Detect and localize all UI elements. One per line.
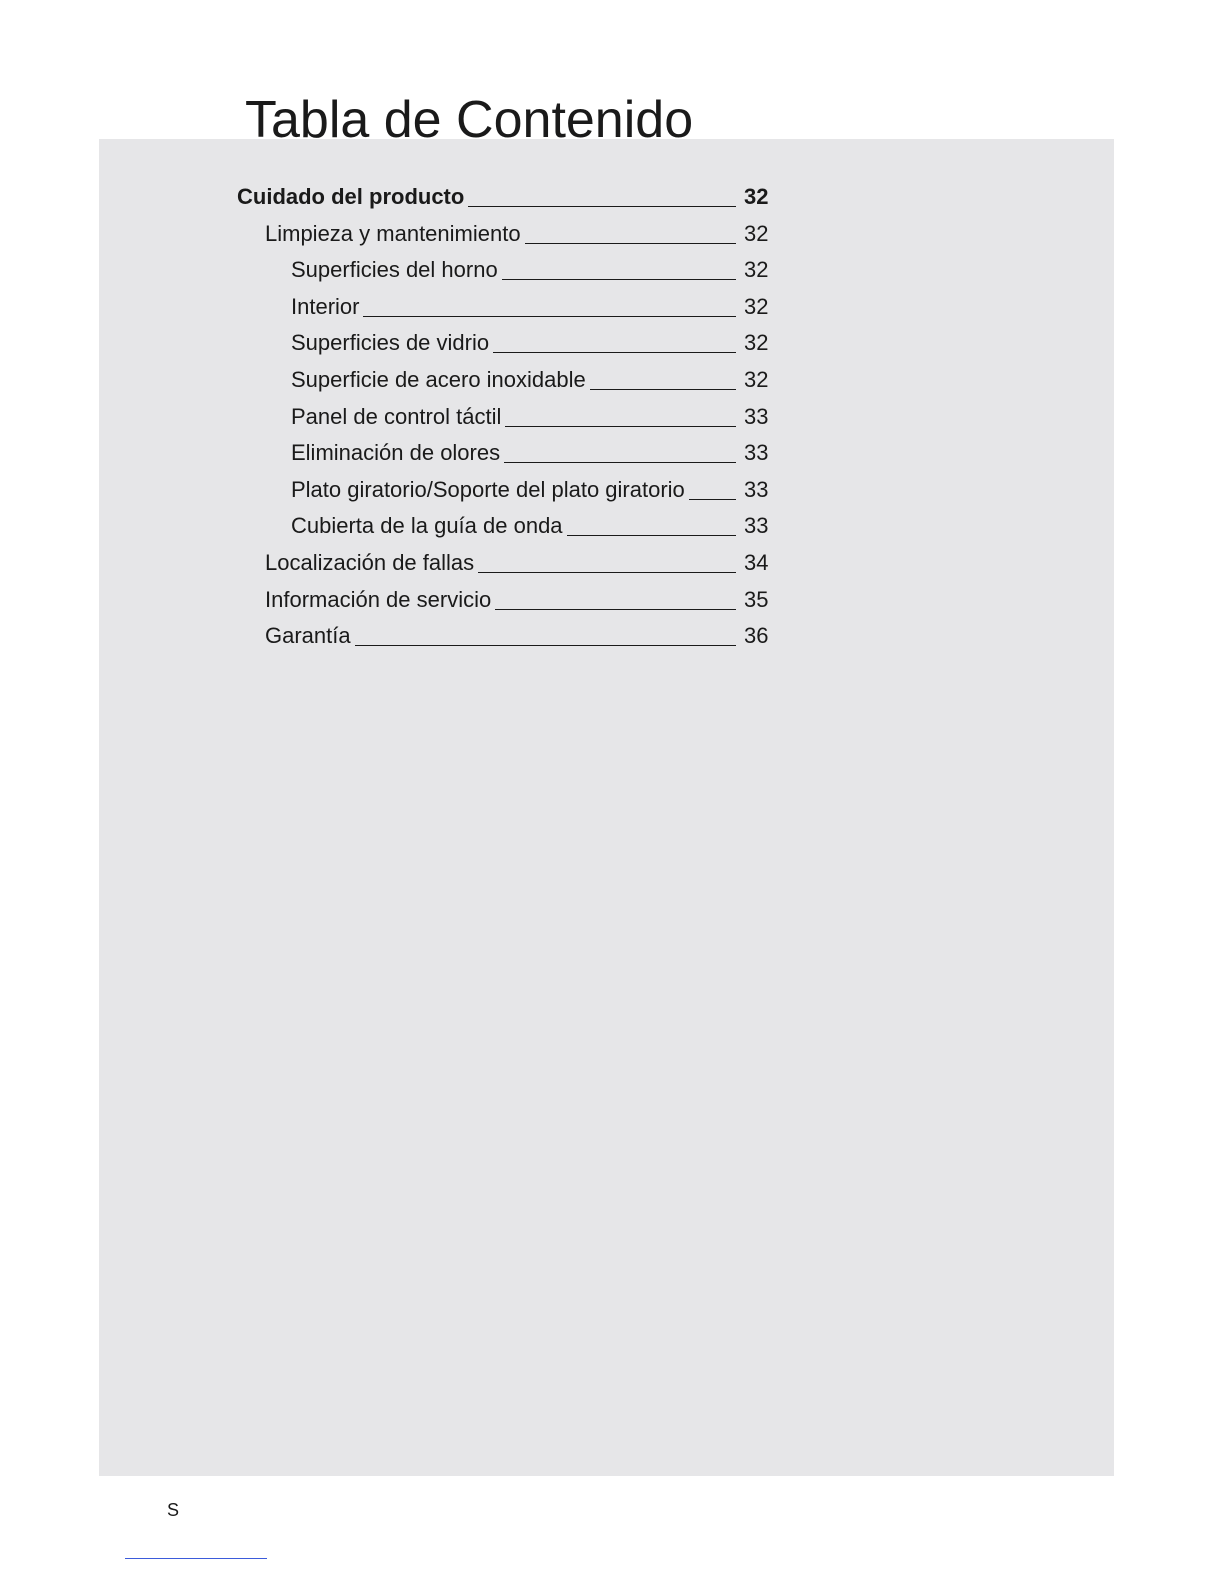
- toc-entry-label: Superficie de acero inoxidable: [291, 367, 586, 392]
- toc-page-number: 32: [744, 257, 769, 283]
- toc-leader-line: [502, 278, 736, 280]
- toc-page-number: 32: [744, 330, 769, 356]
- toc-leader-line: [689, 498, 736, 500]
- toc-leader-line: [567, 534, 736, 536]
- toc-leader-line: [355, 644, 736, 646]
- toc-page-number: 35: [744, 586, 769, 612]
- toc-entry-label: Interior: [291, 293, 360, 319]
- toc-page-number: 36: [744, 623, 769, 649]
- toc-entry-label: Localización de fallas: [265, 550, 475, 575]
- toc-entry[interactable]: [291, 505, 780, 541]
- toc-entry[interactable]: [291, 286, 780, 322]
- toc-entry[interactable]: [265, 213, 780, 249]
- toc-leader-line: [504, 461, 736, 463]
- toc-entry[interactable]: [265, 542, 780, 578]
- toc-leader-line: [495, 608, 736, 610]
- toc-leader-line: [478, 571, 736, 573]
- toc-page-number: 33: [744, 403, 769, 429]
- toc-page-number: 32: [744, 367, 769, 392]
- toc-leader-line: [493, 351, 736, 353]
- toc-page-number: 33: [744, 513, 769, 539]
- toc-leader-line: [525, 242, 736, 244]
- page-title: Tabla de Contenido: [245, 91, 694, 149]
- toc-page-number: 34: [744, 550, 769, 575]
- toc-entry[interactable]: [265, 579, 780, 615]
- toc-page-number: 33: [744, 440, 769, 466]
- toc-leader-line: [363, 315, 736, 317]
- toc-page-number: 32: [744, 184, 769, 209]
- toc-entry-label: Garantía: [265, 623, 351, 649]
- toc-entry-label: Información de servicio: [265, 586, 492, 612]
- toc-leader-line: [590, 388, 736, 390]
- footer-rule: [125, 1558, 267, 1559]
- toc-entry[interactable]: [265, 615, 780, 651]
- toc-entry[interactable]: [237, 176, 780, 212]
- toc-entry[interactable]: [291, 322, 780, 358]
- toc-page-number: 32: [744, 220, 769, 246]
- page-footer-letter: S: [167, 1500, 180, 1520]
- toc-leader-line: [505, 425, 736, 427]
- toc-entry[interactable]: [291, 432, 780, 468]
- toc-page-number: 32: [744, 293, 769, 319]
- toc-entry[interactable]: [291, 359, 780, 395]
- toc-entry-label: Limpieza y mantenimiento: [265, 220, 521, 246]
- toc-entry-label: Cuidado del producto: [237, 184, 465, 209]
- toc-entry-label: Panel de control táctil: [291, 403, 502, 429]
- toc-entry[interactable]: [291, 396, 780, 432]
- toc-entry[interactable]: [291, 249, 780, 285]
- toc-entry-label: Eliminación de olores: [291, 440, 501, 466]
- toc-entry[interactable]: [291, 469, 780, 505]
- toc-entry-label: Plato giratorio/Soporte del plato giratorio: [291, 476, 685, 502]
- toc-entry-label: Cubierta de la guía de onda: [291, 513, 563, 539]
- toc-entry-label: Superficies del horno: [291, 257, 498, 283]
- toc-leader-line: [468, 205, 736, 207]
- toc-entry-label: Superficies de vidrio: [291, 330, 490, 356]
- toc-page-number: 33: [744, 476, 769, 502]
